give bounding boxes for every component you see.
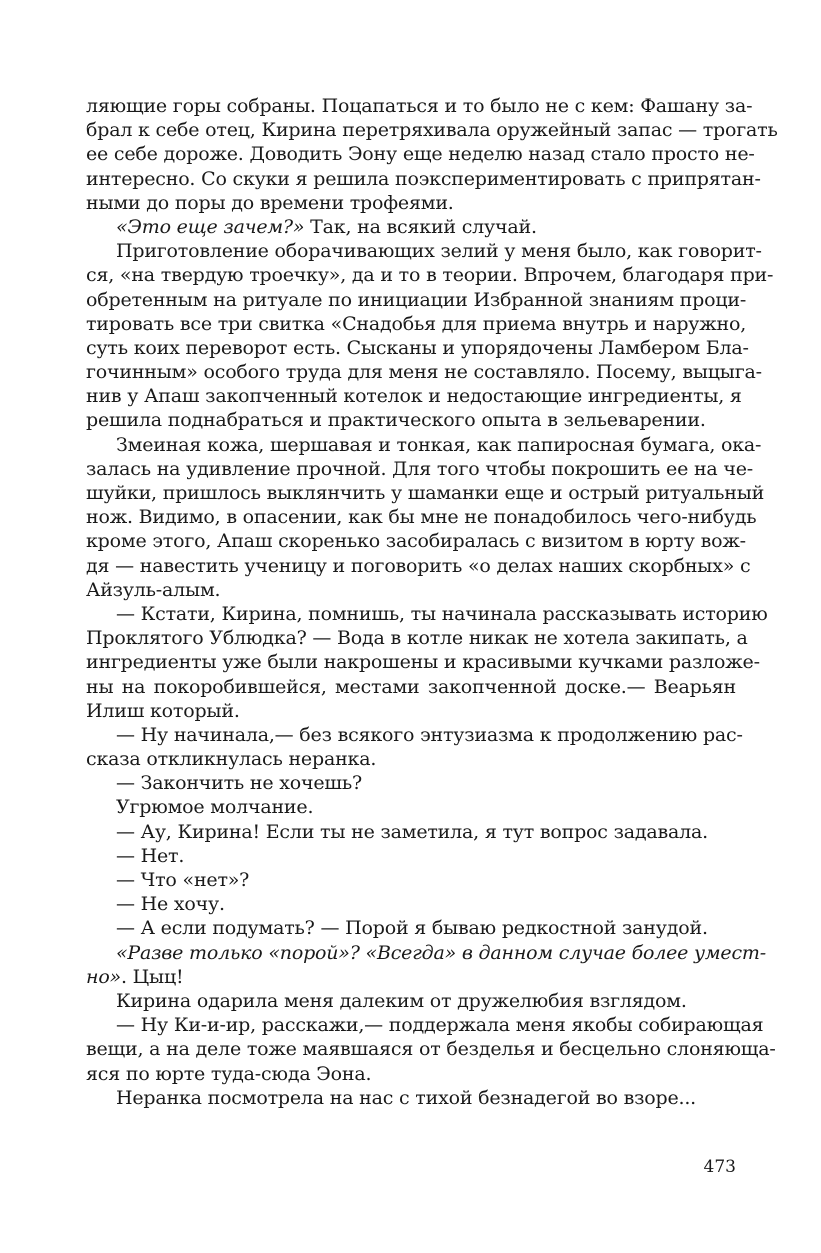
line-text: Приготовление оборачивающих зелий у меня было, как говорит- — [116, 240, 762, 263]
text-line — [86, 650, 760, 674]
text-line — [86, 94, 753, 118]
line-text: яся по юрте туда-сюда Эона. — [86, 1062, 372, 1085]
line-text: — Нет. — [116, 844, 185, 867]
text-line — [86, 602, 768, 626]
line-text: Змеиная кожа, шершавая и тонкая, как папиросная бумага, ока- — [116, 433, 762, 456]
line-text: ными до поры до времени трофеями. — [86, 191, 454, 214]
text-line — [86, 699, 736, 723]
line-text: Илиш который. — [86, 699, 240, 722]
text-line — [86, 288, 747, 312]
line-text: нив у Апаш закопченный котелок и недостающие ингредиенты, я — [86, 385, 742, 408]
line-text: шуйки, пришлось выклянчить у шаманки еще и острый ритуальный — [86, 482, 765, 504]
line-text: брал к себе отец, Кирина перетряхивала оружейный запас — трогать — [86, 119, 778, 142]
text-line — [86, 142, 755, 166]
body-text — [86, 94, 778, 1110]
text-line — [86, 820, 736, 844]
line-text: решила поднабраться и практического опыта в зельеварении. — [86, 409, 706, 432]
line-text: — Ну Ки-и-ир, расскажи,— поддержала меня якобы собирающая — [116, 1014, 764, 1037]
line-text: вещи, а на деле тоже маявшаяся от безделья и бесцельно слоняюща- — [86, 1038, 776, 1061]
line-text: ляющие горы собраны. Поцапаться и то было не с кем: Фашану за- — [86, 95, 753, 117]
line-text: нож. Видимо, в опасении, как бы мне не понадобилось чего-нибудь — [86, 506, 757, 529]
text-line — [86, 505, 757, 529]
italic-text: но» — [86, 965, 121, 988]
text-line — [86, 529, 746, 553]
text-line — [86, 336, 749, 360]
line-text: — Ну начинала,— без всякого энтузиазма к продолжению рас- — [116, 723, 743, 746]
line-text: Угрюмое молчание. — [116, 796, 314, 819]
text-line — [86, 239, 762, 263]
text-line — [86, 215, 736, 239]
text-line — [86, 941, 766, 965]
line-text: суть коих переворот есть. Сысканы и упорядочены Ламбером Бла- — [86, 336, 749, 359]
line-text: обретенным на ритуале по инициации Избранной знаниям проци- — [86, 288, 747, 311]
text-line — [86, 675, 736, 699]
text-line — [86, 844, 736, 868]
text-line — [86, 457, 754, 481]
line-text: тировать все три свитка «Снадобья для приема внутрь и наружно, — [86, 312, 747, 335]
text-line — [86, 626, 748, 650]
line-text: интересно. Со скуки я решила поэкспериментировать с припрятан- — [86, 167, 761, 190]
line-text: . Цыц! — [120, 965, 184, 988]
text-line — [86, 167, 761, 191]
line-text: — Не хочу. — [116, 893, 225, 916]
text-line — [86, 723, 743, 747]
line-text: ны на покоробившейся, местами закопченной доске.— Веарьян — [86, 675, 736, 698]
text-line — [86, 916, 736, 940]
line-text: ся, «на твердую троечку», да и то в теории. Впрочем, благодаря при- — [86, 264, 774, 287]
text-line — [86, 1086, 736, 1110]
text-line — [86, 771, 736, 795]
line-text: кроме этого, Апаш скоренько засобиралась с визитом в юрту вож- — [86, 530, 746, 553]
text-line — [86, 989, 736, 1013]
line-text: сказа откликнулась неранка. — [86, 748, 377, 771]
text-line — [86, 965, 736, 989]
text-line — [86, 868, 736, 892]
italic-text: «Это еще зачем?» — [116, 215, 305, 238]
line-text: ингредиенты уже были накрошены и красивыми кучками разложе- — [86, 651, 760, 674]
text-line — [86, 263, 774, 287]
line-text: ее себе дороже. Доводить Эону еще неделю назад стало просто не- — [86, 143, 755, 166]
text-line — [86, 360, 762, 384]
text-line — [86, 1062, 736, 1086]
line-text: — Ау, Кирина! Если ты не заметила, я тут вопрос задавала. — [116, 820, 708, 843]
line-text: дя — навестить ученицу и поговорить «о делах наших скорбных» с — [86, 554, 751, 577]
text-line — [86, 481, 765, 505]
line-text: гочинным» особого труда для меня не составляло. Посему, выцыга- — [86, 361, 762, 384]
line-text: Проклятого Ублюдка? — Вода в котле никак не хотела закипать, а — [86, 627, 748, 650]
text-line — [86, 384, 742, 408]
line-text: — Что «нет»? — [116, 869, 250, 891]
line-text: — А если подумать? — Порой я бываю редкостной занудой. — [116, 917, 708, 940]
italic-text: «Разве только «порой»? «Всегда» в данном случае более умест- — [116, 941, 766, 964]
text-line — [86, 1037, 776, 1061]
line-text: — Кстати, Кирина, помнишь, ты начинала рассказывать историю — [116, 602, 768, 625]
text-line — [86, 747, 736, 771]
text-line — [86, 1013, 764, 1037]
text-line — [86, 191, 736, 215]
text-line — [86, 554, 751, 578]
line-text: Неранка посмотрела на нас с тихой безнадегой во взоре... — [116, 1086, 697, 1109]
text-line — [86, 118, 778, 142]
line-text: залась на удивление прочной. Для того чтобы покрошить ее на че- — [86, 457, 754, 480]
line-text: — Закончить не хочешь? — [116, 772, 363, 795]
text-line — [86, 433, 762, 457]
line-text: Так, на всякий случай. — [304, 215, 537, 238]
line-text: Кирина одарила меня далеким от дружелюбия взглядом. — [116, 989, 687, 1012]
text-line — [86, 892, 736, 916]
line-text: Айзуль-алым. — [86, 578, 221, 601]
text-line — [86, 312, 747, 336]
text-line — [86, 578, 736, 602]
page-number: 473 — [703, 1157, 736, 1177]
text-line — [86, 795, 736, 819]
text-line — [86, 408, 736, 432]
